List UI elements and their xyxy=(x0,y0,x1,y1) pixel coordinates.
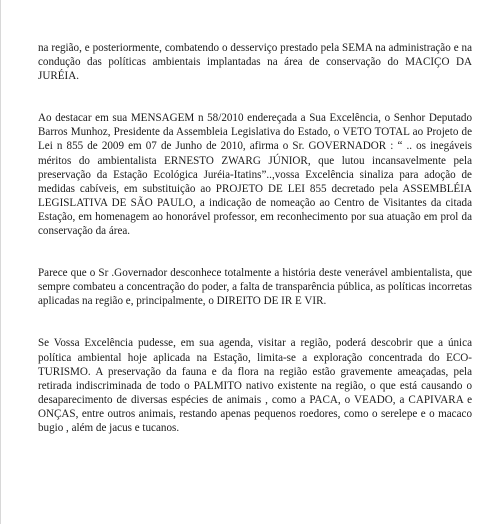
paragraph-mensagem-veto: Ao destacar em sua MENSAGEM n 58/2010 endereçada a Sua Excelência, o Senhor Deputado Barros Munhoz, Presidente da Assembleia Legislativa do Estado, o VETO TOTAL ao Projeto de Lei n 855 de 2009 em 07 de Junho de 2010, afirma o Sr. GOVERNADOR : “ .. os inegáveis méritos do ambientalista ERNESTO ZWARG JÚNIOR, que lutou incansavelmente pela preservação da Estação Ecológica Juréia-Itatins”..,vossa Excelência sinaliza para adoção de medidas cabíveis, em substituição ao PROJETO DE LEI 855 decretado pela ASSEMBLÉIA LEGISLATIVA DE SÃO PAULO, a indicação de nomeação ao Centro de Visitantes da citada Estação, em homenagem ao honorável professor, em reconhecimento por sua atuação em prol da conservação da área. xyxy=(38,112,472,238)
paragraph-governador-historia: Parece que o Sr .Governador desconhece totalmente a história deste venerável ambientalista, que sempre combateu a concentração do poder, a falta de transparência pública, as políticas incorretas aplicadas na região e, principalmente, o DIREITO DE IR E VIR. xyxy=(38,267,472,308)
paragraph-politica-ambiental: Se Vossa Excelência pudesse, em sua agenda, visitar a região, poderá descobrir que a única política ambiental hoje aplicada na Estação, limita-se a exploração concentrada do ECO-TURISMO. A preservação da fauna e da flora na região estão gravemente ameaçadas, pela retirada indiscriminada de todo o PALMITO nativo existente na região, o que está causando o desaparecimento de diversas espécies de animais , como a PACA, o VEADO, a CAPIVARA e ONÇAS, entre outros animais, restando apenas pequenos roedores, como o serelepe e o macaco bugio , além de jacus e tucanos. xyxy=(38,337,472,434)
paragraph-sema-jureia: na região, e posteriormente, combatendo o desserviço prestado pela SEMA na administração e na condução das políticas ambientais implantadas na área de conservação do MACIÇO DA JURÉIA. xyxy=(38,42,472,83)
document-body xyxy=(38,41,472,435)
